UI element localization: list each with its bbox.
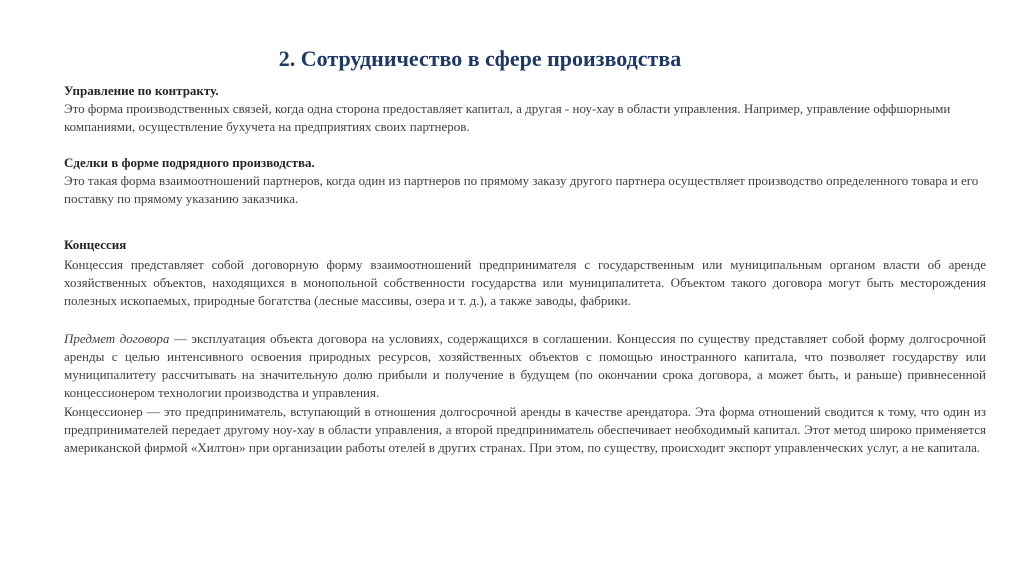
section-concessionaire: [64, 403, 986, 457]
section-concession-heading-block: [64, 236, 986, 254]
slide-title: 2. Сотрудничество в сфере производства: [278, 46, 682, 71]
section-concession: [64, 256, 986, 310]
section-concession-heading: Концессия: [64, 237, 127, 252]
section-subcontracting-heading: Сделки в форме подрядного производства.: [64, 155, 315, 170]
section-concessionaire-text: Концессионер — это предприниматель, вступающий в отношения долгосрочной аренды в качестве арендатора. Эта форма отношений сводится к тому, что один из предпринимателей передает другому ноу-хау в области управления, а второй предприниматель обеспечивает необходимый капитал. Этот метод широко применяется американской фирмой «Хилтон» при организации работы отелей в других странах. При этом, по существу, происходит экспорт управленческих услуг, а не капитала.: [64, 404, 986, 455]
section-concession-text: Концессия представляет собой договорную форму взаимоотношений предпринимателя с государственным или муниципальным органом власти об аренде хозяйственных объектов, находящихся в монопольной собственности государства или муниципалитета. Объектом такого договора могут быть месторождения полезных ископаемых, природные богатства (лесные массивы, озера и т. д.), а также заводы, фабрики.: [64, 257, 986, 308]
section-contract-management-text: Это форма производственных связей, когда одна сторона предоставляет капитал, а другая - ноу-хау в области управления. Например, управление оффшорными компаниями, осуществление бухучета на предприятиях своих партнеров.: [64, 101, 951, 134]
section-subcontracting-text: Это такая форма взаимоотношений партнеров, когда один из партнеров по прямому заказу другого партнера осуществляет производство определенного товара и его поставку по прямому указанию заказчика.: [64, 173, 979, 206]
section-contract-management-heading: Управление по контракту.: [64, 83, 219, 98]
contract-subject-term: Предмет договора: [64, 331, 170, 346]
contract-subject-text: — эксплуатация объекта договора на условиях, содержащихся в соглашении. Концессия по существу представляет собой форму долгосрочной аренды с целью интенсивного освоения природных ресурсов, хозяйственных объектов с помощью иностранного капитала, что позволяет государству или муниципалитету рассчитывать на значительную долю прибыли и получение в будущем (по окончании срока договора, а может быть, и раньше) привнесенной концессионером технологии производства и управления.: [64, 331, 986, 400]
section-contract-subject-paragraph: [64, 330, 986, 402]
section-subcontracting: [64, 154, 986, 208]
section-contract-management: [64, 82, 986, 136]
section-contract-subject: [64, 330, 986, 402]
